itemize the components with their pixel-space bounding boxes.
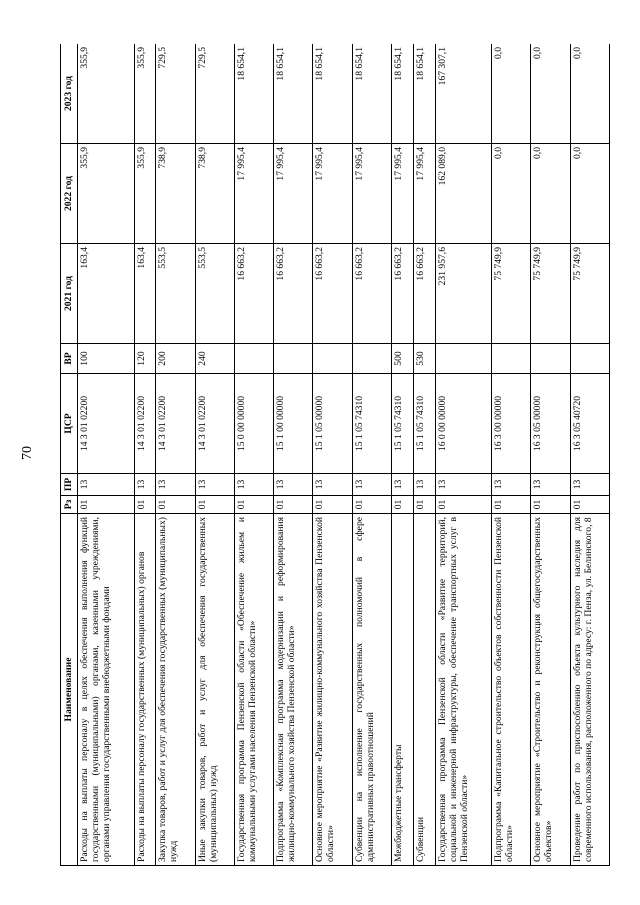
cell-name: Основное мероприятие «Развитие жилищно-коммунального хозяйства Пензенской области» <box>313 514 352 866</box>
cell-2021: 75 749,9 <box>492 244 531 344</box>
cell-2022: 738,9 <box>195 144 234 244</box>
cell-2023: 0,0 <box>531 44 570 144</box>
cell-csr: 15 1 05 74310 <box>352 374 391 474</box>
cell-rz: 01 <box>274 496 313 514</box>
cell-2021: 553,5 <box>195 244 234 344</box>
table-row <box>492 44 531 866</box>
cell-2022: 738,9 <box>156 144 195 244</box>
cell-csr: 14 3 01 02200 <box>78 374 135 474</box>
cell-pr: 13 <box>391 474 413 496</box>
cell-name: Иные закупки товаров, работ и услуг для обеспечения государственных (муниципальных) нужд <box>195 514 234 866</box>
cell-pr: 13 <box>531 474 570 496</box>
cell-vr: 100 <box>78 344 135 374</box>
cell-rz: 01 <box>391 496 413 514</box>
cell-pr: 13 <box>570 474 609 496</box>
cell-pr: 13 <box>492 474 531 496</box>
cell-name: Закупка товаров, работ и услуг для обеспечения государственных (муниципальных) нужд <box>156 514 195 866</box>
col-header-csr: ЦСР <box>61 374 78 474</box>
budget-table <box>60 44 610 866</box>
rotated-table-container <box>60 44 610 866</box>
cell-2023: 729,5 <box>195 44 234 144</box>
cell-2023: 355,9 <box>78 44 135 144</box>
rotated-page-area <box>60 44 610 866</box>
cell-2023: 0,0 <box>570 44 609 144</box>
cell-vr: 530 <box>413 344 435 374</box>
cell-2021: 75 749,9 <box>570 244 609 344</box>
cell-name: Расходы на выплаты персоналу в целях обеспечения выполнения функций государственными (муниципальными) органами, казенными учреждениями, органами управления государственными внебюджетными фондами <box>78 514 135 866</box>
cell-csr: 15 1 05 74310 <box>413 374 435 474</box>
cell-2021: 16 663,2 <box>313 244 352 344</box>
table-row <box>413 44 435 866</box>
cell-pr: 13 <box>134 474 156 496</box>
cell-rz: 01 <box>195 496 234 514</box>
cell-2022: 17 995,4 <box>391 144 413 244</box>
cell-2023: 18 654,1 <box>413 44 435 144</box>
cell-csr: 15 0 00 00000 <box>234 374 273 474</box>
cell-name: Расходы на выплаты персоналу государственных (муниципальных) органов <box>134 514 156 866</box>
cell-rz: 01 <box>134 496 156 514</box>
cell-csr: 16 3 05 00000 <box>531 374 570 474</box>
cell-name: Субвенции на исполнение государственных полномочий в сфере административных правоотношений <box>352 514 391 866</box>
col-header-2023: 2023 год <box>61 44 78 144</box>
cell-2023: 18 654,1 <box>352 44 391 144</box>
table-row <box>234 44 273 866</box>
cell-2022: 0,0 <box>492 144 531 244</box>
table-row <box>313 44 352 866</box>
cell-name: Подпрограмма «Комплексная программа модернизации и реформирования жилищно-коммунального хозяйства Пензенской области» <box>274 514 313 866</box>
cell-2022: 162 089,0 <box>435 144 492 244</box>
cell-2021: 231 957,6 <box>435 244 492 344</box>
cell-vr: 500 <box>391 344 413 374</box>
cell-2023: 167 307,1 <box>435 44 492 144</box>
table-row <box>274 44 313 866</box>
cell-vr: 120 <box>134 344 156 374</box>
cell-pr: 13 <box>195 474 234 496</box>
cell-2023: 729,5 <box>156 44 195 144</box>
cell-csr: 14 3 01 02200 <box>134 374 156 474</box>
cell-name: Основное мероприятие «Строительство и реконструкция общегосударственных объектов» <box>531 514 570 866</box>
cell-2021: 16 663,2 <box>234 244 273 344</box>
cell-csr: 15 1 05 00000 <box>313 374 352 474</box>
col-header-pr: ПР <box>61 474 78 496</box>
cell-pr: 13 <box>413 474 435 496</box>
cell-2021: 163,4 <box>78 244 135 344</box>
table-row <box>134 44 156 866</box>
cell-2021: 16 663,2 <box>352 244 391 344</box>
cell-pr: 13 <box>435 474 492 496</box>
cell-rz: 01 <box>352 496 391 514</box>
cell-rz: 01 <box>570 496 609 514</box>
cell-rz: 01 <box>313 496 352 514</box>
col-header-vr: ВР <box>61 344 78 374</box>
cell-2023: 18 654,1 <box>234 44 273 144</box>
cell-rz: 01 <box>435 496 492 514</box>
table-row <box>352 44 391 866</box>
cell-2022: 0,0 <box>531 144 570 244</box>
cell-vr <box>352 344 391 374</box>
cell-csr: 15 1 00 00000 <box>274 374 313 474</box>
col-header-rz: Рз <box>61 496 78 514</box>
cell-rz: 01 <box>234 496 273 514</box>
cell-2023: 0,0 <box>492 44 531 144</box>
col-header-name: Наименование <box>61 514 78 866</box>
cell-vr <box>274 344 313 374</box>
cell-pr: 13 <box>78 474 135 496</box>
cell-csr: 16 0 00 00000 <box>435 374 492 474</box>
table-row <box>156 44 195 866</box>
cell-csr: 16 3 05 40720 <box>570 374 609 474</box>
cell-2022: 17 995,4 <box>313 144 352 244</box>
cell-2022: 17 995,4 <box>234 144 273 244</box>
cell-pr: 13 <box>156 474 195 496</box>
cell-2023: 18 654,1 <box>274 44 313 144</box>
cell-name: Подпрограмма «Капитальное строительство объектов собственности Пензенской области» <box>492 514 531 866</box>
cell-name: Государственная программа Пензенской области «Обеспечение жильем и коммунальными услугами населения Пензенской области» <box>234 514 273 866</box>
cell-vr <box>313 344 352 374</box>
cell-name: Межбюджетные трансферты <box>391 514 413 866</box>
cell-vr <box>234 344 273 374</box>
cell-2022: 17 995,4 <box>352 144 391 244</box>
cell-rz: 01 <box>78 496 135 514</box>
table-body <box>78 44 610 866</box>
cell-2021: 16 663,2 <box>391 244 413 344</box>
cell-csr: 14 3 01 02200 <box>156 374 195 474</box>
cell-2021: 163,4 <box>134 244 156 344</box>
cell-name: Государственная программа Пензенской области «Развитие территорий, социальной и инженерной инфраструктуры, обеспечение транспортных услуг в Пензенской области» <box>435 514 492 866</box>
page-number: 70 <box>20 446 35 460</box>
cell-name: Проведение работ по приспособлению объекта культурного наследия для современного использования, расположенного по адресу: г. Пенза, ул. Белинского, 8 <box>570 514 609 866</box>
cell-rz: 01 <box>492 496 531 514</box>
cell-2021: 553,5 <box>156 244 195 344</box>
cell-csr: 16 3 00 00000 <box>492 374 531 474</box>
cell-2023: 18 654,1 <box>391 44 413 144</box>
cell-2022: 355,9 <box>78 144 135 244</box>
cell-2021: 16 663,2 <box>274 244 313 344</box>
cell-rz: 01 <box>156 496 195 514</box>
table-row <box>391 44 413 866</box>
col-header-2022: 2022 год <box>61 144 78 244</box>
cell-2021: 75 749,9 <box>531 244 570 344</box>
cell-pr: 13 <box>274 474 313 496</box>
cell-2023: 355,9 <box>134 44 156 144</box>
cell-vr: 240 <box>195 344 234 374</box>
col-header-2021: 2021 год <box>61 244 78 344</box>
cell-2021: 16 663,2 <box>413 244 435 344</box>
table-row <box>78 44 135 866</box>
cell-name: Субвенции <box>413 514 435 866</box>
cell-rz: 01 <box>413 496 435 514</box>
header-row <box>61 44 78 866</box>
cell-vr <box>492 344 531 374</box>
cell-2022: 355,9 <box>134 144 156 244</box>
cell-vr <box>531 344 570 374</box>
cell-2022: 0,0 <box>570 144 609 244</box>
cell-2022: 17 995,4 <box>413 144 435 244</box>
cell-2023: 18 654,1 <box>313 44 352 144</box>
cell-csr: 14 3 01 02200 <box>195 374 234 474</box>
cell-csr: 15 1 05 74310 <box>391 374 413 474</box>
table-row <box>531 44 570 866</box>
table-row <box>195 44 234 866</box>
cell-2022: 17 995,4 <box>274 144 313 244</box>
cell-vr <box>435 344 492 374</box>
table-row <box>570 44 609 866</box>
cell-rz: 01 <box>531 496 570 514</box>
cell-vr <box>570 344 609 374</box>
cell-pr: 13 <box>234 474 273 496</box>
cell-vr: 200 <box>156 344 195 374</box>
table-row <box>435 44 492 866</box>
cell-pr: 13 <box>352 474 391 496</box>
cell-pr: 13 <box>313 474 352 496</box>
